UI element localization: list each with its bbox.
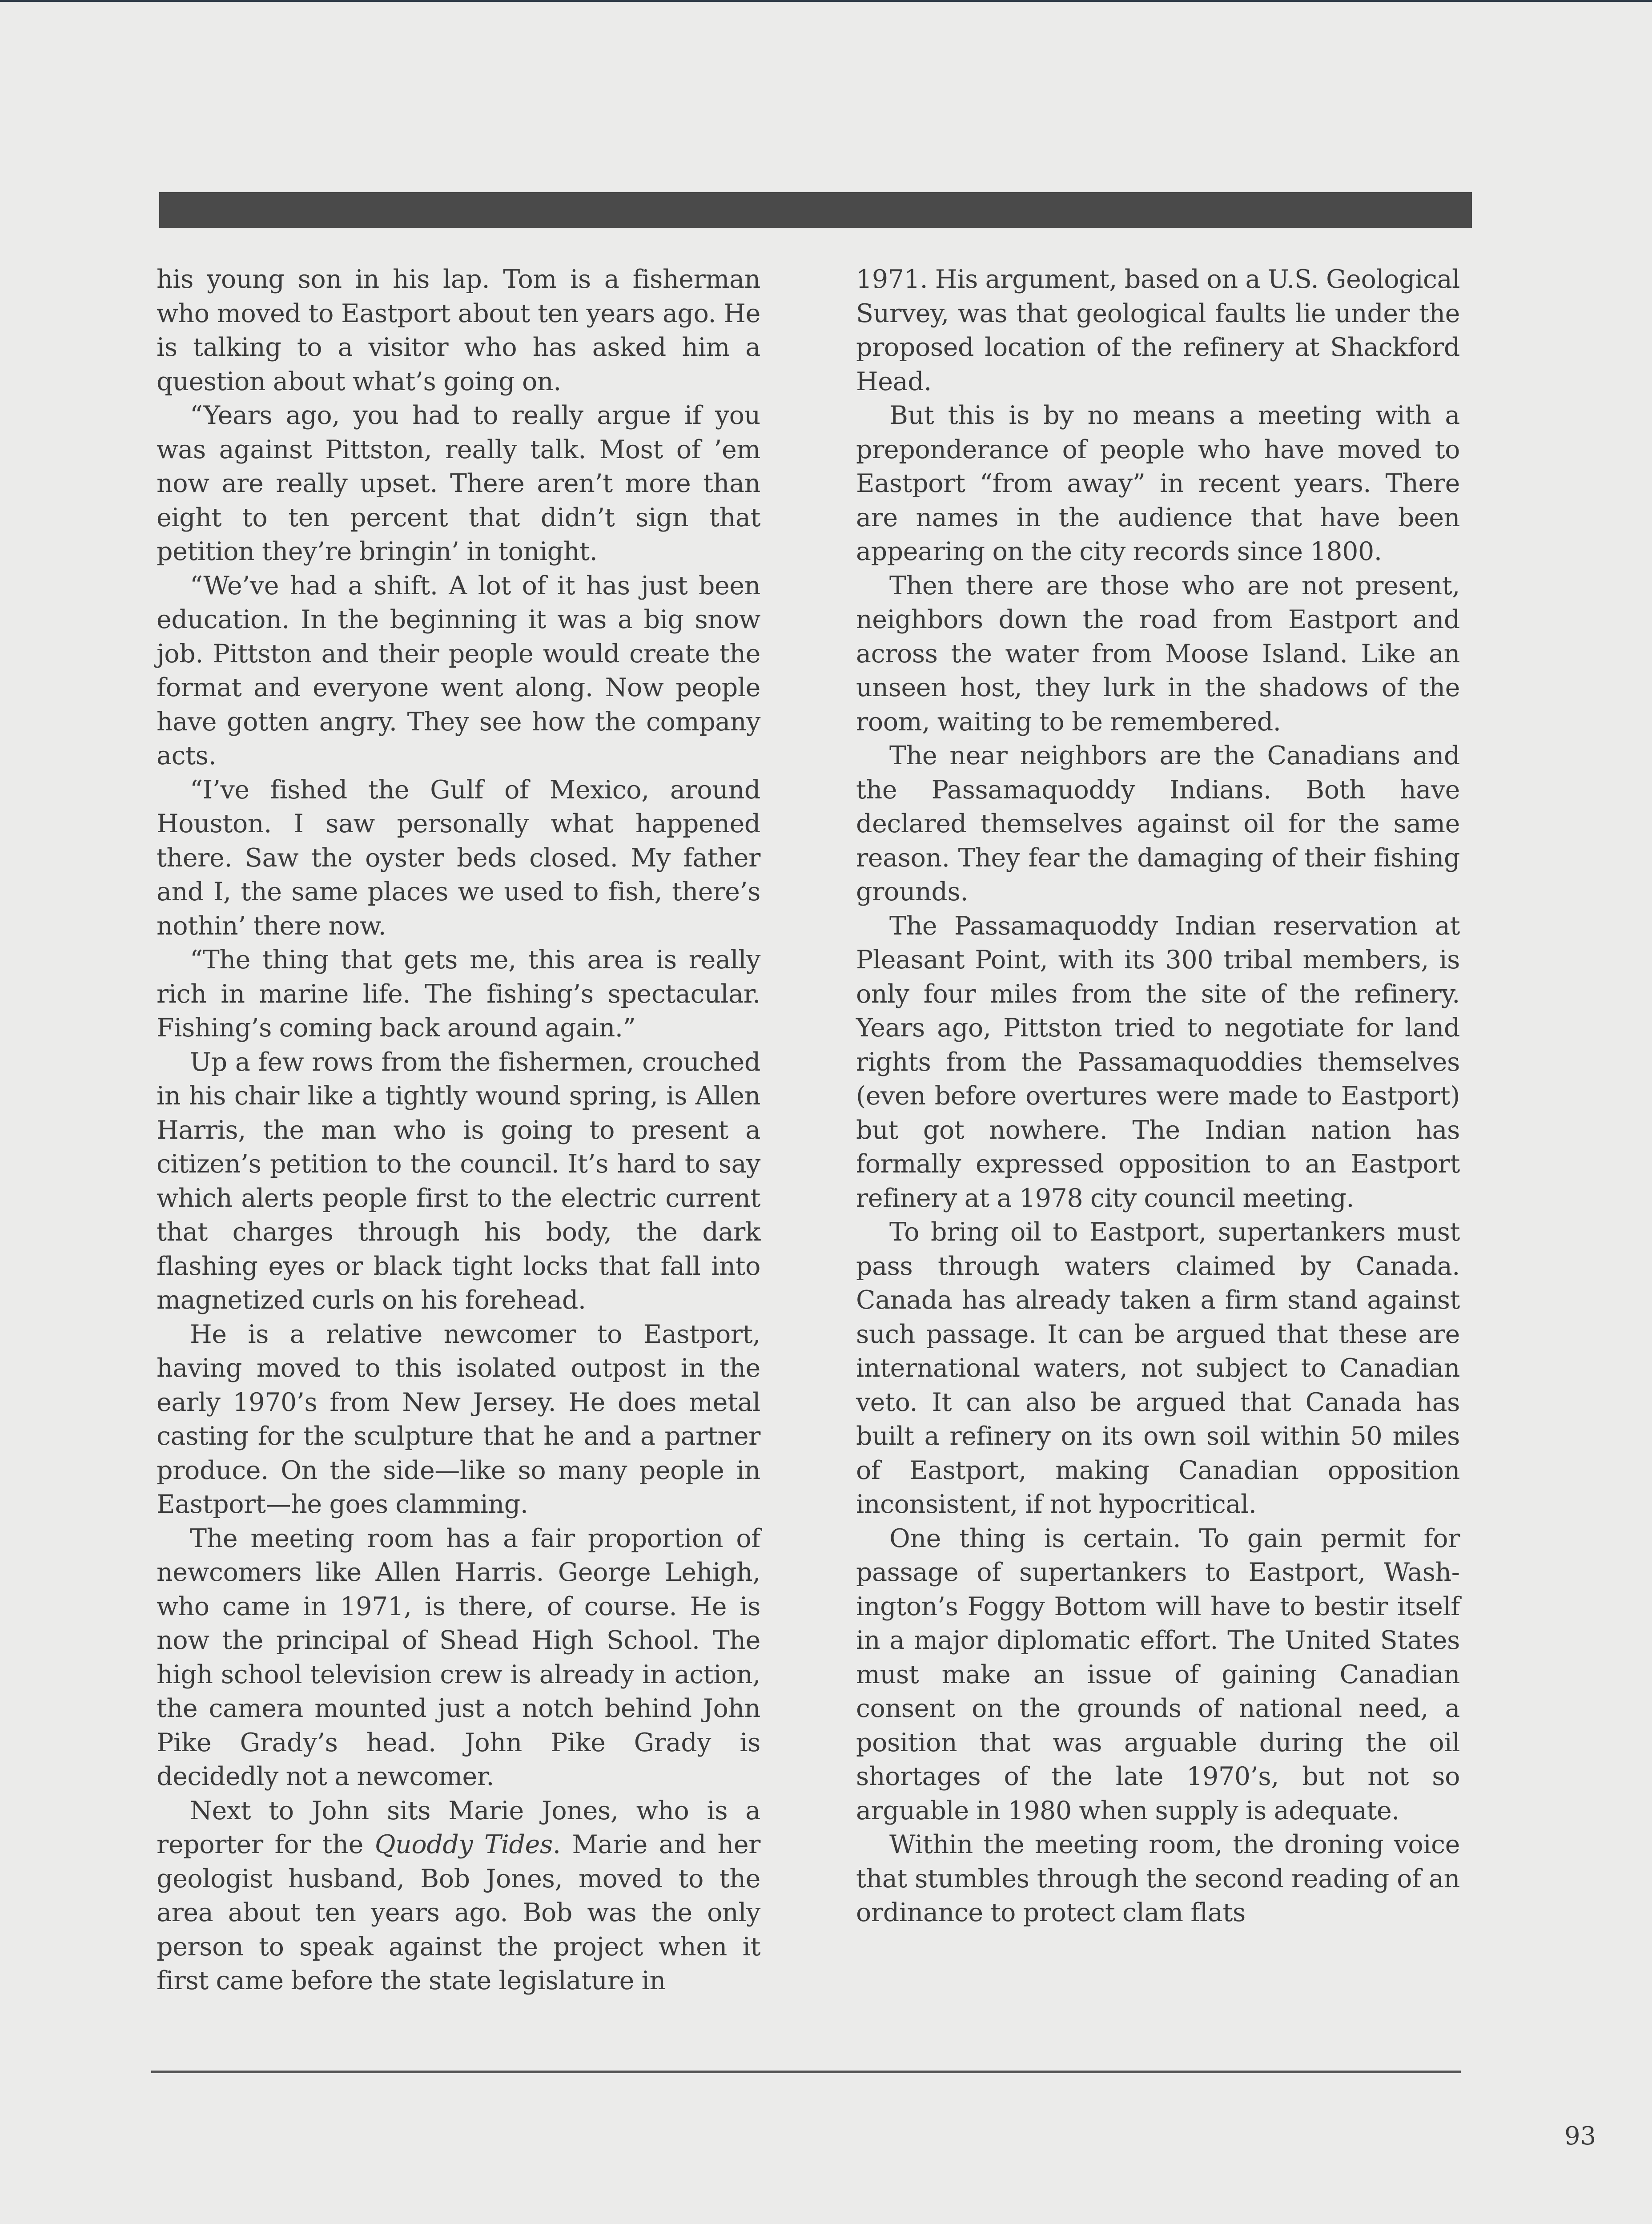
paragraph xyxy=(157,262,760,399)
paragraph xyxy=(157,1045,760,1317)
paragraph-text: 1971. His argument, based on a U.S. Geological Survey, was that geological faults lie under the proposed location of the refinery at Shackford Head. xyxy=(856,265,1460,396)
paragraph xyxy=(157,1794,760,1998)
paragraph xyxy=(856,1522,1460,1828)
paragraph-text: “We’ve had a shift. A lot of it has just been education. In the beginning it was a big snow job. Pittston and their people would create the format and everyone went along. Now people have gotten angry. They see how the company acts. xyxy=(157,571,760,770)
header-bar xyxy=(159,192,1472,228)
paragraph-text: To bring oil to Eastport, supertankers must pass through waters claimed by Canada. Canada has already taken a firm stand against such passage. It can be argued that these are international waters, not subject to Canadian veto. It can also be argued that Canada has built a refinery on its own soil within 50 miles of Eastport, making Canadian opposition inconsistent, if not hypocritical. xyxy=(856,1217,1460,1519)
paragraph-text: He is a relative newcomer to Eastport, having moved to this isolated outpost in the early 1970’s from New Jersey. He does metal casting for the sculpture that he and a partner produce. On the side—like so many people in Eastport—he goes clamming. xyxy=(157,1319,760,1519)
paragraph-text: . Marie and her geologist husband, Bob Jones, moved to the area about ten years ago. Bob was the only person to speak against the project when it first came before the state legislature in xyxy=(157,1830,761,1995)
paragraph-text: Then there are those who are not present, neighbors down the road from Eastport and across the water from Moose Island. Like an unseen host, they lurk in the shadows of the room, waiting to be remembered. xyxy=(856,571,1460,737)
right-column xyxy=(856,262,1460,1930)
paragraph-text: The Passamaquoddy Indian reservation at Pleasant Point, with its 300 tribal members, is only four miles from the site of the refinery. Years ago, Pittston tried to negotiate for land rights from the Passamaquoddies themselves (even before overtures were made to Eastport) but got nowhere. The Indian nation has formally expressed opposition to an Eastport refinery at a 1978 city council meeting. xyxy=(856,911,1460,1213)
paragraph-text: The meeting room has a fair proportion of newcomers like Allen Harris. George Lehigh, who came in 1971, is there, of course. He is now the principal of Shead High School. The high school television crew is already in action, the camera mounted just a notch behind John Pike Grady’s head. John Pike Grady is decidedly not a newcomer. xyxy=(157,1523,760,1791)
left-column xyxy=(157,262,760,1998)
paragraph xyxy=(157,943,760,1045)
paragraph-text: But this is by no means a meeting with a preponderance of people who have moved to Eastport “from away” in recent years. There are names in the audience that have been appearing on the city records since 1800. xyxy=(856,401,1460,566)
paragraph xyxy=(157,1522,760,1794)
scan-edge xyxy=(0,0,1652,2)
paragraph-text: Next to John sits Marie Jones, who is a reporter for the xyxy=(157,1796,760,1859)
paragraph xyxy=(856,569,1460,739)
paragraph xyxy=(856,399,1460,569)
paragraph xyxy=(157,399,760,569)
paragraph xyxy=(856,909,1460,1216)
paragraph-text: “Years ago, you had to really argue if you was against Pittston, really talk. Most of ’em now are really upset. There aren’t more than eight to ten percent that didn’t sign that petition they’re bringin’ in tonight. xyxy=(157,401,760,566)
paragraph-text: Up a few rows from the fishermen, crouched in his chair like a tightly wound spring, is Allen Harris, the man who is going to present a citizen’s petition to the council. It’s hard to say which alerts people first to the electric current that charges through his body, the dark flashing eyes or black tight locks that fall into magnetized curls on his forehead. xyxy=(157,1047,760,1315)
paragraph xyxy=(157,1317,760,1522)
publication-title: Quoddy Tides xyxy=(374,1830,553,1859)
paragraph-text: “I’ve fished the Gulf of Mexico, around Houston. I saw personally what happened there. Saw the oyster beds closed. My father and I, the same places we used to fish, there’s nothin’ there now. xyxy=(157,775,760,941)
paragraph-text: One thing is certain. To gain permit for passage of supertankers to Eastport, Washington’s Foggy Bottom will have to bestir itself in a major diplomatic effort. The United States must make an issue of gaining Canadian consent on the grounds of national need, a position that was arguable during the oil shortages of the late 1970’s, but not so arguable in 1980 when supply is adequate. xyxy=(856,1523,1460,1825)
page-number: 93 xyxy=(1564,2122,1596,2151)
paragraph xyxy=(856,1215,1460,1522)
paragraph-text: The near neighbors are the Canadians and the Passamaquoddy Indians. Both have declared themselves against oil for the same reason. They fear the damaging of their fishing grounds. xyxy=(856,741,1460,907)
paragraph xyxy=(856,262,1460,399)
paragraph-text: “The thing that gets me, this area is really rich in marine life. The fishing’s spectacular. Fishing’s coming back around again.” xyxy=(157,945,760,1043)
paragraph-text: his young son in his lap. Tom is a fisherman who moved to Eastport about ten years ago. He is talking to a visitor who has asked him a question about what’s going on. xyxy=(157,265,760,396)
paragraph-text: Within the meeting room, the droning voice that stumbles through the second reading of an ordinance to protect clam flats xyxy=(856,1830,1460,1927)
paragraph xyxy=(856,739,1460,909)
paragraph xyxy=(856,1828,1460,1930)
paragraph xyxy=(157,773,760,943)
bottom-rule xyxy=(151,2071,1461,2073)
paragraph xyxy=(157,569,760,773)
